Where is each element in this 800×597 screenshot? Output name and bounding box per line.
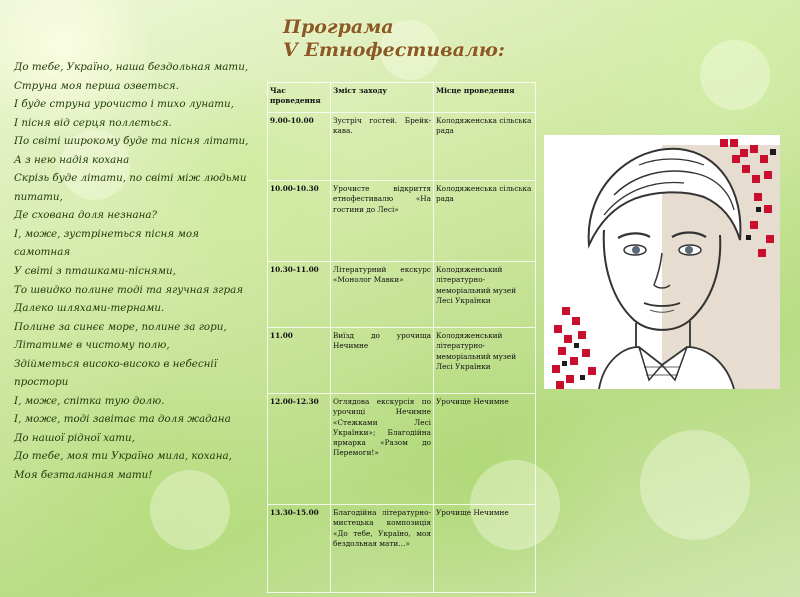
page-title bbox=[283, 16, 505, 62]
cell-place: Урочище Нечимне bbox=[434, 505, 536, 593]
cell-place: Колодяженський літературно-меморіальний музей Лесі Українки bbox=[434, 262, 536, 328]
title-line-1: Програма bbox=[283, 16, 394, 38]
cell-time: 11.00 bbox=[268, 328, 331, 394]
poem-line: І буде струна урочисто і тихо лунати, bbox=[14, 98, 234, 111]
cell-content: Виїзд до урочища Нечимне bbox=[331, 328, 434, 394]
cell-place: Колодяженський літературно-меморіальний музей Лесі Українки bbox=[434, 328, 536, 394]
cell-place: Колодяженська сільська рада bbox=[434, 113, 536, 181]
col-header-content: Зміст заходу bbox=[331, 83, 434, 113]
cell-content: Зустріч гостей. Брейк-кава. bbox=[331, 113, 434, 181]
poem-line: То швидко полине тоді та ягучная зграя bbox=[14, 283, 244, 296]
program-table bbox=[267, 82, 536, 593]
cell-time: 10.00-10.30 bbox=[268, 181, 331, 262]
cell-content: Літературний екскурс «Монолог Мавки» bbox=[331, 262, 434, 328]
table-row bbox=[268, 181, 536, 262]
poem-line: До нашої рідної хати, bbox=[14, 431, 135, 444]
cell-time: 9.00-10.00 bbox=[268, 113, 331, 181]
table-row bbox=[268, 394, 536, 505]
cell-content: Урочисте відкриття етнофестивалю «На гостини до Лесі» bbox=[331, 181, 434, 262]
table-row bbox=[268, 262, 536, 328]
cell-time: 12.00-12.30 bbox=[268, 394, 331, 505]
poem-line: Далеко шляхами-тернами. bbox=[14, 302, 165, 315]
poem-line: Полине за синєє море, полине за гори, bbox=[14, 320, 227, 333]
cell-place: Колодяженська сільська рада bbox=[434, 181, 536, 262]
poem-line: І, може, зустрінеться пісня моя самотная bbox=[14, 227, 199, 259]
col-header-time: Час проведення bbox=[268, 83, 331, 113]
table-row bbox=[268, 505, 536, 593]
poem-line: До тебе, моя ти Україно мила, кохана, bbox=[14, 450, 232, 463]
poem-line: І, може, тоді завітає та доля жадана bbox=[14, 413, 231, 426]
poem-line: Скрізь буде літати, по світі між людьми питати, bbox=[14, 172, 247, 203]
cell-time: 13.30-15.00 bbox=[268, 505, 331, 593]
cell-time: 10.30-11.00 bbox=[268, 262, 331, 328]
table-row bbox=[268, 328, 536, 394]
cell-place: Урочище Нечимне bbox=[434, 394, 536, 505]
poem-line: Струна моя перша озветься. bbox=[14, 79, 179, 92]
poem-line: У світі з пташками-піснями, bbox=[14, 265, 176, 278]
poem-line: Де схована доля незнана? bbox=[14, 209, 158, 222]
table-row bbox=[268, 113, 536, 181]
poem bbox=[14, 58, 252, 485]
poem-line: І пісня від серця поллється. bbox=[14, 116, 172, 129]
portrait-illustration bbox=[544, 135, 780, 389]
poem-line: До тебе, Україно, наша бездольная мати, bbox=[14, 61, 249, 73]
portrait-image bbox=[544, 135, 780, 389]
cell-content: Оглядова екскурсія по урочищі Нечимне «Стежками Лесі Українки»; Благодійна ярмарка «Разом до Перемоги!» bbox=[331, 394, 434, 505]
poem-line: Здійметься високо-високо в небеснії простори bbox=[14, 357, 218, 389]
poem-line: Літатиме в чистому полю, bbox=[14, 339, 170, 352]
cell-content: Благодійна літературно-мистецька композиція «До тебе, Україно, моя бездольная мати…» bbox=[331, 505, 434, 593]
title-line-2: V Етнофестивалю: bbox=[283, 39, 505, 61]
poem-line: І, може, спітка тую долю. bbox=[14, 394, 165, 407]
table-header-row bbox=[268, 83, 536, 113]
poem-line: Моя безталанная мати! bbox=[14, 469, 153, 482]
poem-line: А з нею надія кохана bbox=[14, 153, 130, 166]
poem-line: По світі широкому буде та пісня літати, bbox=[14, 135, 249, 148]
col-header-place: Місце проведення bbox=[434, 83, 536, 113]
